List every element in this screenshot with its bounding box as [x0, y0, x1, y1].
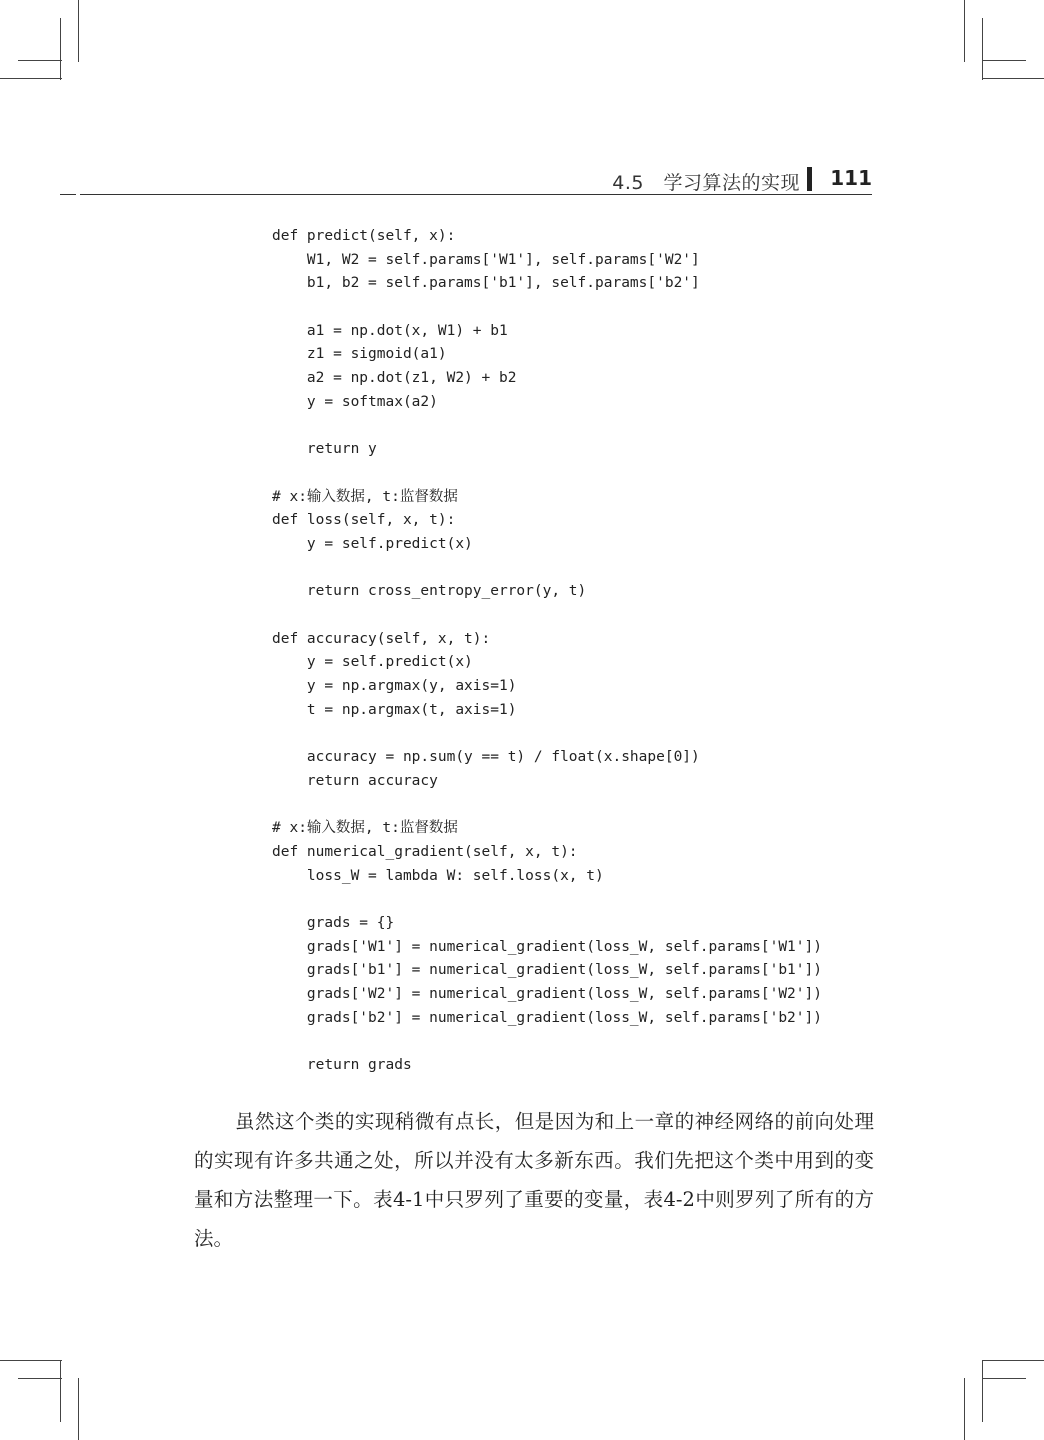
code-line: grads['b1'] = numerical_gradient(loss_W, self.params['b1'])	[272, 962, 822, 979]
code-line	[272, 794, 822, 818]
crop-mark-top-left-horizontal-outer	[0, 78, 62, 79]
crop-mark-top-right-horizontal	[982, 60, 1026, 61]
running-header	[80, 166, 872, 196]
code-line: grads = {}	[272, 914, 395, 931]
code-line	[272, 557, 822, 581]
code-line	[272, 722, 822, 746]
code-line	[272, 296, 822, 320]
code-line: W1, W2 = self.params['W1'], self.params['W2']	[272, 251, 700, 268]
code-line: grads['W1'] = numerical_gradient(loss_W, self.params['W1'])	[272, 938, 822, 955]
page-number: 111	[830, 166, 872, 190]
header-rule	[80, 194, 872, 195]
code-line: y = softmax(a2)	[272, 393, 438, 410]
code-listing	[272, 225, 822, 1078]
code-line: def accuracy(self, x, t):	[272, 630, 491, 647]
crop-mark-bottom-right-vertical-outer	[964, 1378, 965, 1440]
code-line: grads['W2'] = numerical_gradient(loss_W, self.params['W2'])	[272, 986, 822, 1002]
crop-mark-bottom-left-vertical-outer	[78, 1378, 79, 1440]
crop-mark-top-left-vertical	[60, 18, 61, 80]
code-line: b1, b2 = self.params['b1'], self.params['b2']	[272, 275, 700, 292]
crop-mark-top-left-vertical-outer	[78, 0, 79, 62]
crop-mark-bottom-left-vertical	[60, 1360, 61, 1422]
code-line: t = np.argmax(t, axis=1)	[272, 701, 517, 718]
code-line: accuracy = np.sum(y == t) / float(x.shape[0])	[272, 749, 700, 766]
code-line: def predict(self, x):	[272, 228, 456, 244]
code-line: # x:输入数据, t:监督数据	[272, 488, 458, 505]
code-line: # x:输入数据, t:监督数据	[272, 820, 458, 837]
code-line: a1 = np.dot(x, W1) + b1	[272, 322, 508, 339]
code-line: y = self.predict(x)	[272, 654, 473, 671]
code-line	[272, 1030, 822, 1054]
code-line	[272, 462, 822, 486]
code-line	[272, 604, 822, 628]
body-paragraph: 虽然这个类的实现稍微有点长，但是因为和上一章的神经网络的前向处理的实现有许多共通之处，所以并没有太多新东西。我们先把这个类中用到的变量和方法整理一下。表4-1中只罗列了重要的变量，表4-2中则罗列了所有的方法。	[194, 1110, 874, 1250]
code-line: return grads	[272, 1057, 412, 1074]
crop-mark-bottom-left-horizontal	[18, 1378, 62, 1379]
crop-mark-bottom-right-horizontal	[982, 1378, 1026, 1379]
code-line	[272, 888, 822, 912]
code-line: y = self.predict(x)	[272, 535, 473, 552]
code-line: return accuracy	[272, 772, 438, 789]
code-line: return cross_entropy_error(y, t)	[272, 583, 587, 600]
header-divider-bar	[807, 167, 812, 191]
code-line: return y	[272, 441, 377, 458]
header-rule-left-stub	[60, 194, 76, 195]
code-line: y = np.argmax(y, axis=1)	[272, 678, 517, 695]
crop-mark-top-left-horizontal	[18, 60, 62, 61]
code-line: def loss(self, x, t):	[272, 512, 456, 529]
crop-mark-bottom-right-horizontal-outer	[982, 1360, 1044, 1361]
crop-mark-top-right-horizontal-outer	[982, 78, 1044, 79]
code-line: z1 = sigmoid(a1)	[272, 346, 447, 363]
section-title: 4.5 学习算法的实现	[612, 172, 800, 194]
code-line: loss_W = lambda W: self.loss(x, t)	[272, 867, 604, 884]
code-line: def numerical_gradient(self, x, t):	[272, 843, 578, 860]
code-line	[272, 415, 822, 439]
code-line: grads['b2'] = numerical_gradient(loss_W, self.params['b2'])	[272, 1009, 822, 1026]
crop-mark-top-right-vertical-outer	[964, 0, 965, 62]
crop-mark-top-right-vertical	[982, 18, 983, 80]
crop-mark-bottom-right-vertical	[982, 1360, 983, 1422]
crop-mark-bottom-left-horizontal-outer	[0, 1360, 62, 1361]
code-line: a2 = np.dot(z1, W2) + b2	[272, 370, 517, 387]
